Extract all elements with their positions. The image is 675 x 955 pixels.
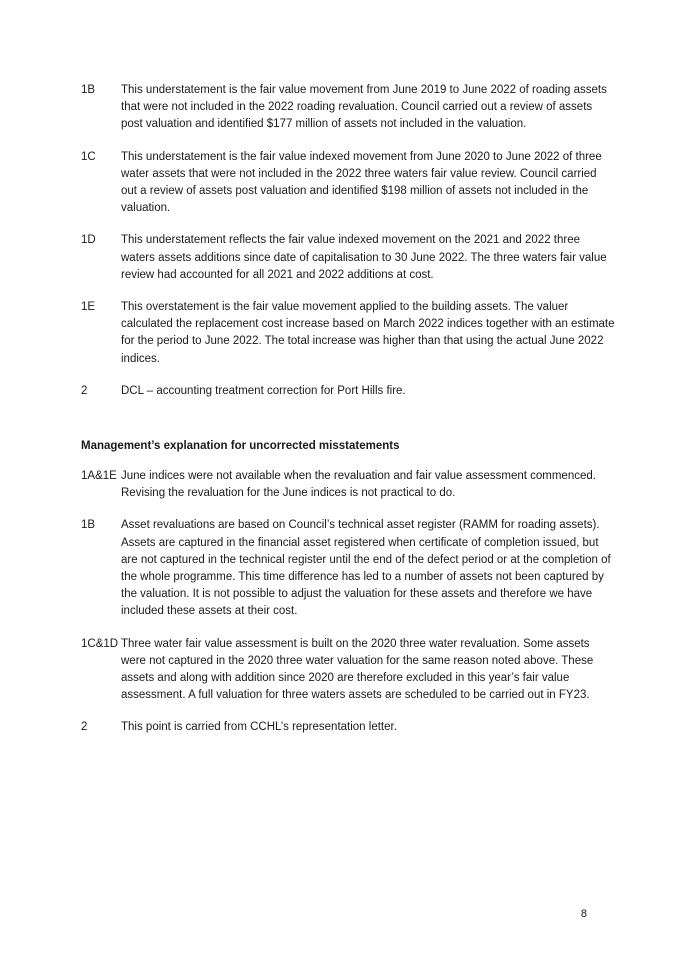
explanation-text: Three water fair value assessment is built on the 2020 three water revaluation. Some assets were not captured in the 2020 three water valuation for the same reason noted above. These assets and along with addition since 2020 are therefore excluded in this year’s fair value assessment. A full valuation for three waters assets are scheduled to be carried out in FY23. (121, 637, 594, 702)
explanation-text: This point is carried from CCHL’s representation letter. (121, 721, 397, 734)
note-ref: 1D (81, 234, 96, 247)
note-text: DCL – accounting treatment correction for Port Hills fire. (121, 384, 406, 397)
explanation-item (81, 636, 615, 705)
explanation-ref: 2 (81, 721, 88, 734)
explanation-item (81, 517, 615, 620)
explanation-item (81, 468, 615, 502)
note-ref: 2 (81, 384, 88, 397)
note-ref: 1B (81, 84, 96, 96)
note-item (81, 149, 615, 218)
explanation-text: June indices were not available when the revaluation and fair value assessment commenced. Revising the revaluation for the June indices is not practical to do. (121, 470, 596, 500)
notes-list (81, 82, 615, 400)
note-item (81, 82, 615, 134)
note-ref: 1E (81, 301, 96, 314)
explanation-ref: 1B (81, 519, 96, 532)
note-ref: 1C (81, 150, 96, 163)
explanation-text: Asset revaluations are based on Council’s technical asset register (RAMM for roading assets). Assets are captured in the financial asset registered when certificate of completion issued, but are not captured in the technical register until the end of the defect period or at the completion of the whole programme. This time difference has led to a number of assets not been captured by the valuation. It is not possible to adjust the valuation for these assets and therefore we have included these assets at their cost. (121, 519, 611, 618)
section-heading: Management’s explanation for uncorrected misstatements (81, 440, 400, 453)
note-text: This understatement is the fair value movement from June 2019 to June 2022 of roading assets that were not included in the 2022 roading revaluation. Council carried out a review of assets post valuation and identified $177 million of assets not included in the valuation. (121, 84, 607, 131)
explanation-ref: 1C&1D (81, 637, 119, 650)
note-item (81, 383, 615, 400)
note-text: This overstatement is the fair value movement applied to the building assets. The valuer calculated the replacement cost increase based on March 2022 indices together with an estimate for the period to June 2022. The total increase was higher than that using the actual June 2022 indices. (121, 301, 615, 365)
page-number: 8 (580, 908, 587, 920)
explanations-list (81, 468, 615, 737)
note-text: This understatement reflects the fair value indexed movement on the 2021 and 2022 three waters assets additions since date of capitalisation to 30 June 2022. The three waters fair value review had accounted for all 2021 and 2022 additions at cost. (121, 234, 607, 281)
note-item (81, 232, 615, 284)
note-text: This understatement is the fair value indexed movement from June 2020 to June 2022 of three water assets that were not included in the 2022 three waters fair value review. Council carried out a review of assets post valuation and identified $198 million of assets not included in the valuation. (121, 150, 602, 215)
explanation-item (81, 719, 615, 736)
explanation-ref: 1A&1E (81, 470, 117, 483)
note-item (81, 299, 615, 368)
